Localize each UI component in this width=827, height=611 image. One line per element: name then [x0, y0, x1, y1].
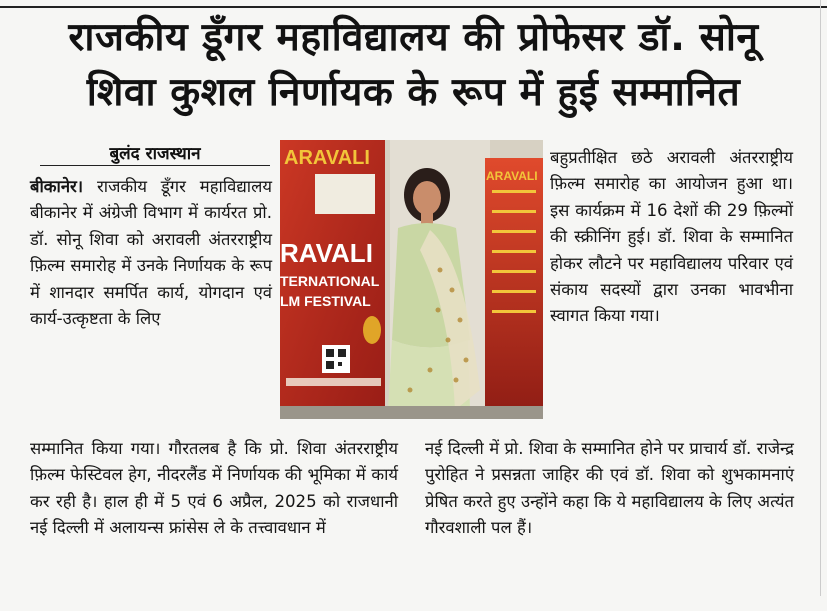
trophy-icon	[363, 316, 381, 344]
headline-line-1: राजकीय डूँगर महाविद्यालय की प्रोफेसर डॉ. सोनू	[68, 15, 759, 60]
banner-right-top: ARAVALI	[486, 169, 538, 183]
news-photo	[280, 140, 543, 419]
article-column-bottom-right: नई दिल्ली में प्रो. शिवा के सम्मानित होने पर प्राचार्य डॉ. राजेन्द्र पुरोहित ने प्रसन्नता जाहिर की एवं डॉ. शिवा को शुभकामनाएं प्रेषित करते हुए उन्होंने कहा कि ये महाविद्यालय के लिए अत्यंत गौरवशाली पल हैं।	[425, 439, 794, 538]
byline: बुलंद राजस्थान	[40, 143, 270, 166]
banner-left-mid: RAVALI	[280, 238, 373, 268]
top-rule	[0, 6, 827, 8]
banner-left-line3: LM FESTIVAL	[280, 293, 371, 309]
dateline: बीकानेर।	[30, 177, 84, 196]
article-column-right: बहुप्रतीक्षित छठे अरावली अंतरराष्ट्रीय फ़िल्म समारोह का आयोजन हुआ था। इस कार्यक्रम में 16 देशों की 29 फ़िल्मों की स्क्रीनिंग हुई। डॉ. शिवा के सम्मानित होकर लौटने पर महाविद्यालय परिवार एवं संकाय सदस्यों द्वारा उनका भावभीना स्वागत किया गया।	[550, 148, 793, 326]
article-column-bottom-left: सम्मानित किया गया। गौरतलब है कि प्रो. शिवा अंतरराष्ट्रीय फ़िल्म फेस्टिवल हेग, नीदरलैंड में निर्णायक की भूमिका में कार्य कर रही है। हाल ही में 5 एवं 6 अप्रैल, 2025 को राजधानी नई दिल्ली में अलायन्स फ्रांसेस ले के तत्त्वावधान में	[30, 439, 398, 538]
headline	[0, 10, 827, 120]
article-column-left	[30, 174, 272, 332]
left-text: राजकीय डूँगर महाविद्यालय बीकानेर में अंग्रेजी विभाग में कार्यरत प्रो. डॉ. सोनू शिवा को अरावली अंतरराष्ट्रीय फ़िल्म समारोह में उनके निर्णायक के रूप में शानदार समर्पित कार्य, योगदान एवं कार्य-उत्कृष्टता के लिए	[30, 177, 272, 329]
photo-illustration	[280, 140, 543, 419]
banner-left-line2: TERNATIONAL	[280, 273, 380, 289]
page-edge-rule	[820, 0, 821, 611]
headline-line-2: शिवा कुशल निर्णायक के रूप में हुई सम्मानित	[86, 70, 741, 115]
banner-left-top: ARAVALI	[284, 147, 370, 169]
poster-card	[315, 174, 375, 214]
right-banner	[485, 158, 543, 419]
bottom-strip	[0, 596, 827, 611]
person-face	[413, 181, 441, 215]
